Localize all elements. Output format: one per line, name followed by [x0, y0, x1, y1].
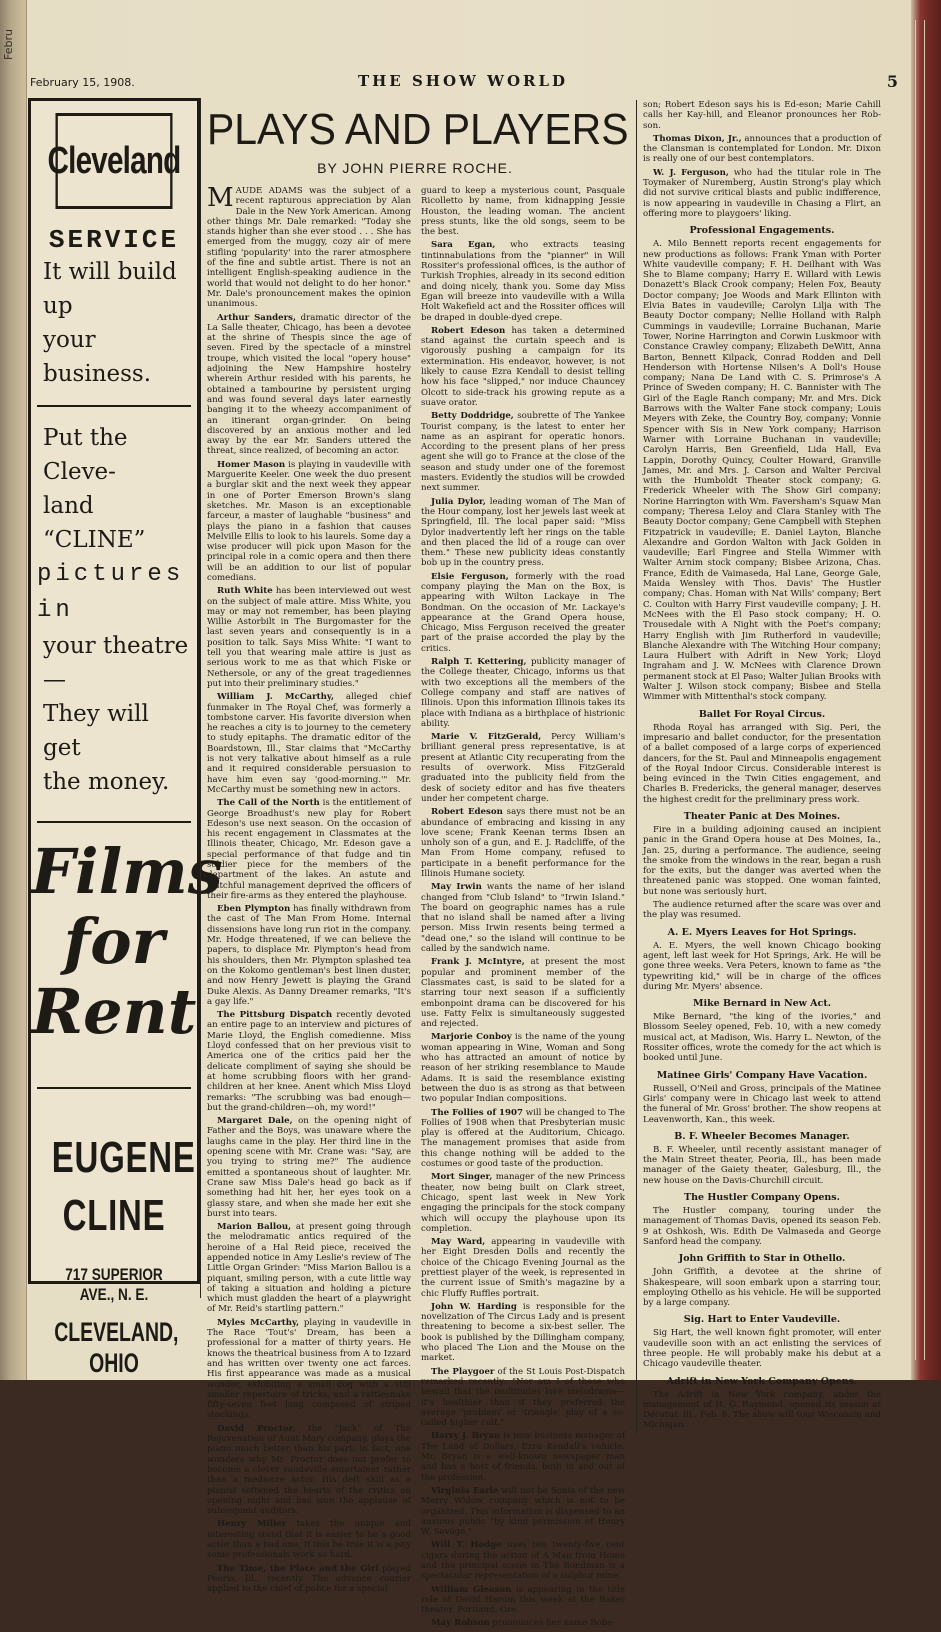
paragraph-text: who had the titular role in The Toymaker of Nuremberg, Austin Strong's play which did not survive critical blasts and public indifference, is now appearing in vaudeville in Chasing a Flirt, an offering more to playgoers' liking.: [643, 167, 882, 219]
lead-in: William Gleason: [431, 1584, 512, 1595]
ad-films: Films: [31, 835, 223, 908]
paragraph-text: Mike Bernard, "the king of the ivories," and Blossom Seeley opened, Feb. 10, with a new comedy musical act, at Madison, Wis. Harry L. Newton, of the Rossiter offices, wrote the comedy for the act which is booked until June.: [643, 1012, 881, 1064]
paragraph: [207, 313, 411, 457]
paragraph: [643, 1084, 881, 1125]
lead-in: Elsie Ferguson,: [431, 571, 509, 582]
paragraph: [421, 411, 625, 493]
ad-line: pictures in: [37, 561, 185, 624]
lead-in: Ralph T. Kettering,: [431, 657, 527, 668]
ad-name: CLINE: [62, 1191, 166, 1240]
lead-in: Virginia Earle: [431, 1485, 499, 1496]
lead-in: The Pittsburg Dispatch: [217, 1010, 333, 1021]
lead-in: The Follies of 1907: [431, 1107, 523, 1118]
lead-in: Mort Singer,: [431, 1172, 493, 1183]
subheading: Mike Bernard in New Act.: [692, 998, 832, 1010]
paragraph-text: played Peoria, Ill., recently. The advance courier applied to the chief of police for a special: [207, 1563, 411, 1595]
paragraph-text: takes the unique and interesting stand that it is easier to be a good actor than a bad one. If this be true it is a pity some professionals work so hard.: [207, 1519, 411, 1561]
lead-in: The Call of the North: [217, 798, 320, 809]
paragraph-text: appearing in vaudeville with her Eight Dresden Dolls and recently the choice of the Chicago Evening Journal as the prettiest player of the week, is represented in the current issue of Smith's magazine by a chic Fluffy Ruffles portrait.: [421, 1237, 625, 1299]
paragraph-text: son; Robert Edeson says his is Ed-eson; Marie Cahill calls her Kay-hill, and Eleanor pronounces her Rob-son.: [643, 100, 881, 131]
previous-page-fragment: Febru: [2, 29, 15, 60]
paragraph-text: recently devoted an entire page to an interview and pictures of Marie Lloyd, the English comedienne. Miss Lloyd confessed that on her previous visit to America one of the critics paid her the delicate compliment of saying she should be at home scrubbing floors with her grand-children at her knee. Anent which Miss Lloyd remarks: "The scrubbing was bad enough—but the grand-children—oh, my word!": [207, 1010, 411, 1113]
subheading: John Griffith to Star in Othello.: [678, 1253, 846, 1265]
ad-city-state: CLEVELAND, OHIO: [54, 1317, 179, 1378]
lead-in: Harry J. Bryan: [431, 1431, 501, 1442]
lead-in: May Ward,: [431, 1237, 486, 1248]
article-column-1: [207, 183, 412, 1632]
paragraph-text: uses ten twenty-five cent cigars during the action of A Man from Home and the principal scene in The Bondman is a spectacular representation of a sulphur mine.: [421, 1540, 625, 1582]
subheading: Ballet For Royal Circus.: [698, 708, 826, 720]
lead-in: Marion Ballou,: [217, 1222, 292, 1233]
lead-in: Eben Plympton: [217, 904, 291, 915]
paragraph: [643, 1206, 881, 1247]
paragraph-text: on the opening night of Father and the Boys, was unaware where the laughs came in the play. Her third line in the opening scene with Mr. Crane was: "Say, are you trying to string me?" The audience emitted a spontaneous shout of laughter. Mr. Crane saw Miss Dale's head go back as if something had hit her, her eyes took on a glassy stare, and when she made her exit she burst into tears.: [207, 1116, 411, 1219]
ad-line: the money.: [43, 769, 170, 795]
paragraph-text: will be changed to The Follies of 1908 when that Presbyterian music play is offered at the Auditorium, Chicago. The management promises that aside from this change nothing will be added to the costumes or good taste of the production.: [421, 1107, 625, 1170]
paragraph: [421, 1585, 625, 1616]
paragraph: [421, 1367, 625, 1429]
book-spine: [911, 0, 941, 1380]
paragraph: [643, 900, 881, 921]
ad-films: Rent: [31, 975, 197, 1048]
paragraph: [643, 239, 881, 702]
paragraph: [421, 240, 625, 322]
paragraph: [207, 460, 411, 584]
lead-in: Julia Dylor,: [431, 496, 486, 507]
paragraph-text: Rhoda Royal has arranged with Sig. Peri, the impresario and ballet conductor, for the presentation of a ballet composed of a large corps of experienced dancers, for the St. Paul and Minneapolis engagement of the Royal Indoor Circus. Considerable interest is being evinced in the Twin Cities engagement, and Charles B. Fredericks, the general manager, deserves the highest credit for the preliminary press work.: [643, 722, 881, 805]
subheading: Adrift in New York Company Opens.: [666, 1375, 858, 1387]
paragraph: [207, 1424, 411, 1517]
paragraph-text: is playing in vaudeville with Marguerite Keeler. One week the duo present a burglar skit and the next week they appear in one of Porter Emerson Brown's slang sketches. Mr. Mason is an exceptionable farceur, a master of laughable "business" and plays the piano in a fashion that causes Melville Ellis to look to his laurels. Some day a wise producer will pick upon Mason for the principal role in a comic opera and then there will be an addition to our list of popular comedians.: [207, 459, 411, 583]
paragraph-text: A. Milo Bennett reports recent engagements for new productions as follows: Frank Yman with Porter White vaudeville company; F. H. Deilhant with Was She to Blame company; Harry E. Willard with Lewis Donazett's Black Crook company; Helen Fox, Beauty Doctor company; Joe Woods and Mark Ellinton with Elvia Bates in vaudeville; Carolyn Lilja with The Beauty Doctor company; Nellie Holland with Ralph Cummings in vaudeville; Lorraine Buchanan, Marie Tower, Norine Harrington and Corwin Luskmoor with Constance Crawley company; Elizabeth DeWitt, Anna Barton, Bennett Kilpack, Conrad Rodden and Dell Henderson with Hortense Nilsen's A Doll's House company; Nana De Land with C. S. Primrose's A Prince of Sweden company; H. C. Bannister with The Girl of the Eagle Ranch company; Mr. and Mrs. Dick Barrows with the Walter Fane stock company; Louis Meyers with Zeke, the Country Boy, company; Vonnie Spencer with Sis in New York company; Harrison Warner with Lorraine Buchanan in vaudeville; Carolyn Harris, Ben Greenfield, Lida Hall, Eva Lappin, Dorothy Quincy, Coulter Howard, Granville James, Mr. and Mrs. J. Carson and Walter Percival with the Humboldt Theater stock company; G. Frederick Wheeler with The Show Girl company; Norine Harrington with Wm. Faversham's Squaw Man company; Theresa Leloy and Clara Stanley with The Beauty Doctor company; Gene Campbell with Stephen Fitzpatrick in vaudeville; E. Daniel Layton, Blanche Alexandre and Gordon Walton with Jack Golden in vaudeville; Earl Fingree and Stella Wimmer with Walter Arnim stock company; Bisbee Arizona, Chas. France, Edith de Vaimaseda, Hal Lane, George Gale, Maida Wensley with Thos. Davis' The Hustler company; Chas. Homan with Nat Wills' company; Bert C. Coulton with Harry First vaudeville company; J. H. McNees with the El Paso stock company; H. O. Trousedale with A Night with the Poet's company; Harry English with Jim Rutherford in vaudeville; Blanche Alexandre with The Witching Hour company; Laura Hulbert with Adrift in New York; Lloyd Ingraham and J. W. McNees with Clarence Drown permanent stock at El Paso; Walter Julian Brooks with Walter J. Wilson stock company; Bisbee and Stella Wimmer with Mittenthal's stock company.: [643, 239, 881, 703]
ad-line: Put the Cleve-: [43, 425, 128, 485]
paragraph-text: Sig Hart, the well known fight promoter, will enter vaudeville soon with an act enlisting the services of three people. He will probably make his debut at a Chicago vaudeville theater.: [643, 1328, 881, 1370]
paragraph: [421, 186, 625, 237]
paragraph-text: has been interviewed out west on the subject of male attire. Miss White, you may or may not remember, has been playing Willie Astorbilt in The Burgomaster for the last seven years and consequently is in a position to talk. Says Miss White: "I want to tell you that wearing male attire is just as serious work to me as that which Fiske or Nethersole, or any of the great tragediennes put into their preliminary studies.": [207, 586, 412, 689]
paragraph: [421, 497, 625, 569]
paragraph-text: alleged chief funmaker in The Royal Chef, was formerly a tombstone carver. His favorite diversion when he reaches a city is to journey to the cemetery to study epitaphs. The dramatic editor of the Boardstown, Ill., Star claims that "McCarthy is not very talkative about himself as a rule and it required considerable persuasion to have him even say 'good-morning.'" Mr. McCarthy must be something new in actors.: [207, 692, 411, 795]
ad-line: your theatre—: [43, 633, 189, 693]
paragraph-text: manager of the new Princess theater, now being built on Clark street, Chicago, spent last week in New York engaging the principals for the stock company which will occupy the playhouse upon its completion.: [421, 1172, 625, 1234]
paragraph-text: Percy William's brilliant general press representative, is at present at Atlantic City recuperating from the results of overwork. Miss FitzGerald graduated into the publicity field from the desk of society editor and has five theaters under her competent charge.: [421, 732, 625, 804]
paragraph: [421, 882, 625, 954]
lead-in: Will T. Hodge: [431, 1540, 502, 1551]
paragraph: [207, 1116, 411, 1219]
paragraph-text: is the entitlement of George Broadhust's new play for Robert Edeson's use next season. On the occasion of his recent engagement in Classmates at the Illinois theater, Chicago, Mr. Edeson gave a special performance of that fudge and tin soldier piece for the members of the department of the lakes. An astute and watchful management deprived the officers of their fire-arms as they entered the playhouse.: [207, 798, 411, 901]
paragraph: [207, 1564, 411, 1595]
subheading: Sig. Hart to Enter Vaudeville.: [683, 1314, 841, 1326]
page-number: 5: [886, 72, 898, 91]
byline: BY JOHN PIERRE ROCHE.: [317, 160, 513, 176]
paragraph: [421, 1237, 625, 1299]
paragraph: [421, 1032, 625, 1104]
article-column-3: [636, 100, 881, 1434]
paragraph: [421, 1618, 625, 1628]
paragraph-text: soubrette of The Yankee Tourist company, is the latest to enter her name as an aspirant for operatic honors. According to the present plans of her press agent she will go to France at the close of the season and study under one of the foremost masters. Evidently the studios will be crowded next summer.: [421, 411, 625, 494]
masthead-title: THE SHOW WORLD: [357, 72, 569, 90]
lead-in: Sara Egan,: [431, 240, 496, 251]
paragraph-text: at present the most popular and prominent member of the Classmates cast, is said to be slated for a starring tour next season if a sufficiently embonpoint drama can be discovered for his use. Fatty Felix is simultaneously suggested and rejected.: [421, 957, 625, 1030]
paragraph-text: formerly with the road company playing the Man on the Box, is appearing with Wilton Lackaye in The Bondman. On the occasion of Mr. Lackaye's appearance at the Grand Opera house, Chicago, Miss Ferguson received the greater part of the praise accorded the play by the critics.: [421, 571, 625, 654]
paragraph: [421, 732, 625, 804]
article: [200, 98, 629, 1629]
lead-in: Robert Edeson: [431, 807, 503, 818]
paragraph-text: Russell, O'Neil and Gross, principals of the Matinee Girls' company were in Chicago last week to attend the funeral of Mr. Gross' brother. The show reopens at Leavenworth, Kan., this week.: [643, 1083, 881, 1125]
lead-in: Arthur Sanders,: [217, 312, 296, 323]
lead-in: Frank J. McIntyre,: [431, 957, 525, 968]
paragraph: [421, 657, 625, 729]
lead-in: William J. McCarthy,: [217, 692, 335, 703]
paragraph: [421, 807, 625, 879]
running-head: [28, 72, 898, 94]
paragraph: [421, 326, 625, 408]
paragraph: [643, 1267, 881, 1308]
paragraph-text: will not be Sonia of the new Merry Widow company which is not to be organized. This information is dispensed to an anxious public "by kind permission of Henry W. Savage.": [421, 1485, 625, 1538]
paragraph: [207, 904, 411, 1007]
paragraph: [421, 1486, 625, 1537]
advertisement: [28, 98, 223, 1378]
article-column-2: [421, 186, 625, 1632]
subheading: Matinee Girls' Company Have Vacation.: [656, 1069, 868, 1081]
paragraph: [643, 100, 881, 131]
paragraph-text: playing in vaudeville in The Race 'Tout's' Dream, has been a professional for a matter of thirty years. He knows the theatrical business from A to Izzard and has written over twenty one act farces. His first appearance was made as a musical wonder, exhibiting a small dog with a still smaller repertoire of tricks, and a rattlesnake fifty-seven feet long composed of striped stockings.: [207, 1317, 411, 1421]
paragraph-text: A. E. Myers, the well known Chicago booking agent, left last week for Hot Springs, Ark. He will be gone three weeks. Vera Peters, known to fame as "the typewriting kid," will be in charge of the offices during Mr. Myers' absence.: [643, 940, 881, 992]
lead-in: David Proctor,: [217, 1423, 296, 1434]
paragraph-text: at present going through the melodramatic antics required of the heroine of a Hal Reid piece, received the appended notice in Amy Leslie's review of The Little Organ Grinder: "Miss Marion Ballou is a piquant, smiling person, with a cute little way of taking a situation and holding a picture which must gladden the heart of a playwright of Mr. Reid's startling pattern.": [207, 1222, 412, 1315]
paragraph: [207, 1318, 411, 1421]
paragraph-text: pronounces her name Robe-: [489, 1618, 616, 1629]
paragraph: [421, 1172, 625, 1234]
paragraph-text: The audience returned after the scare was over and the play was resumed.: [643, 900, 881, 921]
paragraph-text: dramatic director of the La Salle theater, Chicago, has been a devotee at the shrine of Thespis since the age of seven. Fired by the spectacle of a minstrel troupe, which visited the local "opery house" adjoining the New Hampshire hostelry wherein Arthur resided with his parents, he obtained a tambourine by persistent urging and was found several days later earnestly banging it to the wheezy accompaniment of an itinerant organ-grinder. On being discovered by an anxious mother and led away by the ear Mr. Sanders uttered the threat, since realized, of becoming an actor.: [207, 312, 411, 457]
paragraph-text: wants the name of her island changed from "Club Island" to "Irwin Island." The board on geographic names has a rule that no island shall be named after a living person. Miss Irwin resents being termed a "dead one," so the island will continue to be called by the sandwich name.: [421, 882, 625, 955]
lead-in: Ruth White: [217, 586, 273, 597]
ad-line: land “CLINE”: [43, 493, 146, 553]
paragraph: [207, 1222, 411, 1315]
paragraph: [643, 723, 881, 805]
paragraph-text: has taken a determined stand against the curtain speech and is vigorously pushing a campaign for its extermination. His endeavor, however, is not likely to cause Ezra Kendall to desist telling how his face "slipped," nor induce Chauncey Olcott to side-track his growing repute as a suave orator.: [421, 325, 626, 408]
paragraph: [207, 692, 411, 795]
paragraph: [643, 825, 881, 897]
ad-name: EUGENE: [51, 1133, 196, 1182]
paragraph-text: the "Jack" of The Rejuvenation of Aunt Mary company, plays the piano much better than his part; in fact, one wonders why Mr. Proctor does not prefer to become a clever vaudeville entertainer rather than a mediocre actor. His deft skill as a pianist softened the hearts of the critics on opening night and has won the applause of subsequent auditors.: [207, 1423, 411, 1517]
subheading: B. F. Wheeler Becomes Manager.: [674, 1130, 850, 1142]
paragraph: [421, 957, 625, 1029]
paragraph-text: The Adrift in New York company, under the management of H. G. Raymond, opened its season at Decatur, Ill., Feb. 8. The show will tour Wisconsin and Michigan.: [643, 1389, 881, 1431]
paragraph-text: who extracts teasing tintinnabulations from the "pianner" in Will Rossiter's professional offices, is the author of Turkish Trophies, already in its second edition and doing nicely, thank you. Some day Miss Egan will breeze into vaudeville with a Willa Holt Wakefield act and the Rossiter offices will be draped in double-dyed crepe.: [421, 240, 625, 323]
ad-line: They will get: [43, 701, 149, 761]
lead-in: Margaret Dale,: [217, 1116, 293, 1127]
paragraph: [643, 1145, 881, 1186]
paragraph: [207, 183, 411, 310]
paragraph: [207, 1010, 411, 1113]
paragraph: [643, 1012, 881, 1063]
binding-edge: [0, 0, 27, 1380]
paragraph: [421, 1540, 625, 1581]
paragraph-text: announces that a production of the Clansman is contemplated for London. Mr. Dixon is really one of our best contemplators.: [643, 133, 881, 165]
lead-in: Myles McCarthy,: [217, 1317, 300, 1328]
ad-films: for: [63, 905, 165, 978]
paragraph-text: Fire in a building adjoining caused an incipient panic in the Grand Opera house at Des Moines, Ia., Jan. 25, during a performance. The audience, seeing the smoke from the windows in the rear, began a rush for the exits, but the danger was averted when the threatened panic was stopped. One woman fainted, but none was seriously hurt.: [643, 825, 881, 897]
lead-in: May Irwin: [431, 882, 482, 893]
ad-city: Cleveland: [56, 113, 173, 209]
ad-service: SERVICE: [48, 225, 180, 255]
subheading: Professional Engagements.: [689, 225, 835, 237]
subheading: The Hustler Company Opens.: [684, 1192, 840, 1204]
paragraph: [421, 1108, 625, 1170]
lead-in: May Robson: [431, 1618, 490, 1629]
issue-date: February 15, 1908.: [30, 76, 135, 89]
lead-in: Homer Mason: [217, 459, 286, 470]
ad-line: your business.: [43, 327, 152, 387]
lead-in: Marjorie Conboy: [431, 1032, 512, 1043]
paragraph: [207, 798, 411, 901]
lead-in: The Time, the Place and the Girl: [217, 1563, 379, 1574]
lead-in: Robert Edeson: [431, 325, 506, 336]
paragraph-text: The Hustler company, touring under the management of Thomas Davis, opened its season Feb. 9 at Oshkosh, Wis. Edith De Valmaseda and George Sanford head the company.: [643, 1206, 881, 1247]
paragraph-text: has finally withdrawn from the cast of The Man From Home. Internal dissensions have long run riot in the company. Mr. Hodge threatened, if we can believe the papers, to displace Mr. Plympton's head from his shoulders, then Mr. Plympton splashed tea on the Kokomo gentleman's best linen duster, and now Henry Jewett is playing the Grand Duke Alexis. As Danny Dreamer remarks, "It's a gay life.": [207, 904, 411, 1007]
paragraph-text: is appearing in the title role of David Harum this week at the Baker theater, Portland, Ore.: [421, 1584, 625, 1616]
drop-cap: M: [207, 183, 234, 213]
ad-address: 717 SUPERIOR AVE., N. E.: [65, 1265, 163, 1304]
subheading: Theater Panic at Des Moines.: [683, 811, 841, 822]
paragraph-text: of the St Louis Post-Dispatch remarked recently: "Nor am I of those who bewail that the multitudes love melodrama—it's healthier than if they preferred the average 'problem' or 'triangle' play of a so-called higher cult.": [421, 1366, 625, 1429]
paragraph-text: guard to keep a mysterious count, Pasquale Ricolletto by name, from kidnapping Jessie Houston, the leading woman. The ancient press stunts, like the old songs, seem to be the best.: [421, 186, 625, 238]
paragraph: [643, 941, 881, 992]
paragraph: [421, 1431, 625, 1482]
paragraph-text: says there must not be an abundance of embracing and kissing in any love scene; Frank Keenan terms Ibsen an unholy son of a gun, and E. J. Radcliffe, of the Man From Home company, refused to participate in a benefit performance for the Illinois Humane society.: [421, 807, 625, 879]
paragraph: [207, 1519, 411, 1560]
lead-in: Henry Miller: [217, 1519, 287, 1530]
paragraph-text: is now business manager of The Land of Dollars, Ezra Kendall's vehicle. Mr. Bryan is a well-known newspaper man and has a host of friends, both in and out of the profession.: [421, 1431, 626, 1483]
paragraph: [643, 1328, 881, 1369]
lead-in: Marie V. FitzGerald,: [431, 732, 542, 743]
paragraph-text: John Griffith, a devotee at the shrine of Shakespeare, will soon embark upon a starring tour, employing Othello as his vehicle. He will be supported by a large company.: [643, 1267, 881, 1309]
lead-in: John W. Harding: [431, 1301, 517, 1312]
ad-line: It will build up: [43, 259, 177, 319]
lead-in: The Playgoer: [431, 1366, 495, 1377]
paragraph: [643, 168, 881, 219]
paragraph-text: AUDE ADAMS was the subject of a recent rapturous appreciation by Alan Dale in the New York American. Among other things Mr. Dale remarked: "Today she stands higher than she ever stood . . . She has emerged from the muggy, cozy air of mere stifling 'popularity' into the rarer atmosphere of the fine and subtle artist. There is not an intelligent English-speaking audience in the world that would not delight to do her honor." Mr. Dale's pronouncement makes the opinion unanimous.: [207, 186, 411, 310]
paragraph-text: is responsible for the novelization of The Circus Lady and is present threatening to become a six-best seller. The book is published by the Dillingham company, who placed The Lion and the Mouse on the market.: [421, 1301, 625, 1364]
paragraph-text: is the name of the young woman appearing in Wine, Woman and Song who has attracted an amount of notice by reason of her striking resemblance to Maude Adams. It is said the resemblance existing between the duo is as strong as that between two popular Indian compositions.: [421, 1032, 625, 1105]
lead-in: Thomas Dixon, Jr.,: [653, 133, 742, 144]
paragraph: [421, 572, 625, 654]
paragraph-text: leading woman of The Man of the Hour company, lost her jewels last week at Springfield, Ill. The local paper said: "Miss Dylor inadvertently left her rings on the table and then placed the lid of a rouge can over them." These new publicity ideas constantly bob up in the country press.: [421, 496, 625, 569]
headline: PLAYS AND PLAYERS: [207, 105, 629, 154]
paragraph-text: publicity manager of the College theater, Chicago, informs us that with two exceptions all the members of the College company and staff are natives of Illinois. Upon this information Illinois takes its place with Indiana as a birthplace of histrionic ability.: [421, 657, 625, 729]
paragraph-text: B. F. Wheeler, until recently assistant manager of the Main Street theater, Peoria, Ill., has been made manager of the Gaiety theater, Galesburg, Ill., the new house on the Davis-Churchill circuit.: [643, 1144, 881, 1186]
paragraph: [207, 586, 411, 689]
paragraph: [643, 1390, 881, 1431]
lead-in: W. J. Ferguson,: [653, 167, 729, 178]
subheading: A. E. Myers Leaves for Hot Springs.: [667, 926, 857, 938]
lead-in: Betty Doddridge,: [431, 411, 514, 422]
paragraph: [421, 1302, 625, 1364]
paragraph: [643, 134, 881, 165]
